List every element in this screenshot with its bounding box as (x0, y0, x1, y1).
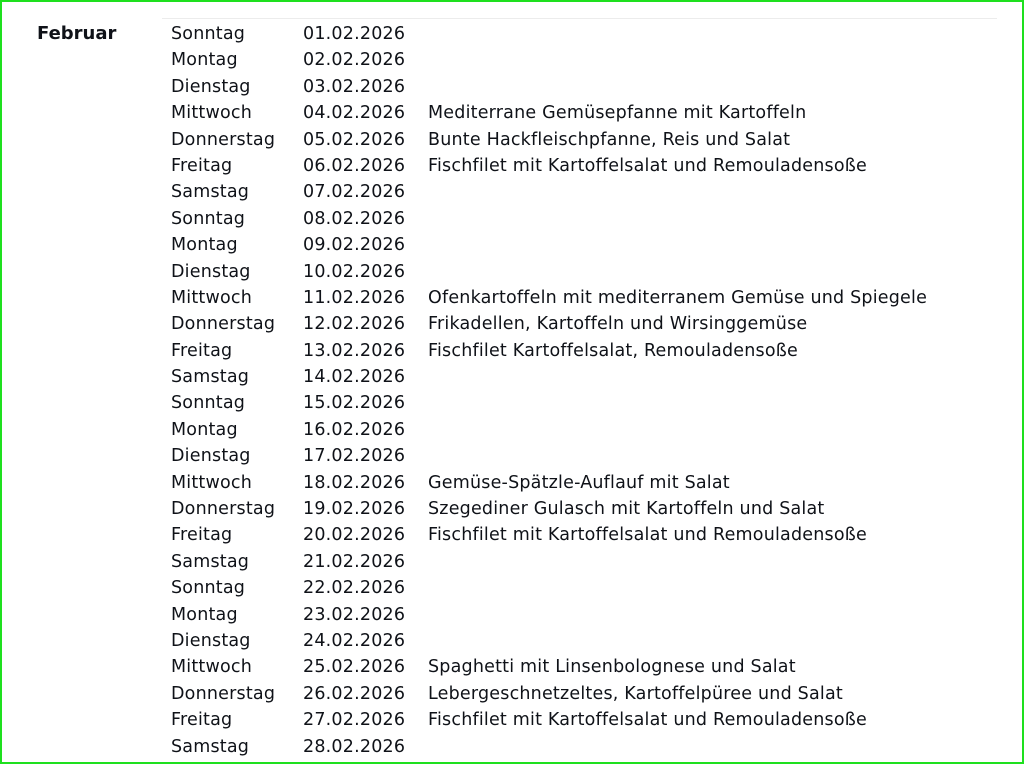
table-row (2, 471, 1024, 497)
table-row (2, 655, 1024, 681)
date-cell: 25.02.2026 (303, 657, 406, 678)
table-row (2, 523, 1024, 549)
menu-table (2, 22, 1024, 762)
table-row (2, 233, 1024, 259)
date-cell: 13.02.2026 (303, 340, 406, 361)
weekday-cell: Freitag (171, 340, 233, 361)
weekday-cell: Dienstag (171, 630, 251, 651)
table-row (2, 603, 1024, 629)
table-row (2, 497, 1024, 523)
weekday-cell: Sonntag (171, 393, 246, 414)
date-cell: 02.02.2026 (303, 50, 406, 71)
date-cell: 03.02.2026 (303, 76, 406, 97)
weekday-cell: Montag (171, 419, 238, 440)
meal-cell: Ofenkartoffeln mit mediterranem Gemüse und Spiegele (428, 287, 928, 308)
table-row (2, 312, 1024, 338)
date-cell: 01.02.2026 (303, 24, 406, 44)
table-row (2, 708, 1024, 734)
date-cell: 27.02.2026 (303, 710, 406, 731)
weekday-cell: Montag (171, 50, 238, 71)
table-row (2, 154, 1024, 180)
date-cell: 23.02.2026 (303, 604, 406, 625)
date-cell: 08.02.2026 (303, 208, 406, 229)
table-row (2, 735, 1024, 761)
date-cell: 12.02.2026 (303, 314, 406, 335)
date-cell: 15.02.2026 (303, 393, 406, 414)
table-row (2, 22, 1024, 48)
weekday-cell: Mittwoch (171, 103, 253, 124)
weekday-cell: Dienstag (171, 446, 251, 467)
date-cell: 07.02.2026 (303, 182, 406, 203)
table-row (2, 207, 1024, 233)
meal-cell: Spaghetti mit Linsenbolognese und Salat (428, 657, 796, 678)
date-cell: 22.02.2026 (303, 578, 406, 599)
weekday-cell: Dienstag (171, 76, 251, 97)
table-row (2, 629, 1024, 655)
meal-cell: Mediterrane Gemüsepfanne mit Kartoffeln (428, 103, 807, 124)
table-row (2, 418, 1024, 444)
weekday-cell: Samstag (171, 367, 250, 388)
table-row (2, 286, 1024, 312)
weekday-cell: Sonntag (171, 578, 246, 599)
weekday-cell: Donnerstag (171, 129, 276, 150)
date-cell: 17.02.2026 (303, 446, 406, 467)
weekday-cell: Dienstag (171, 261, 251, 282)
table-row (2, 576, 1024, 602)
weekday-cell: Samstag (171, 736, 250, 757)
table-row (2, 48, 1024, 74)
table-row (2, 391, 1024, 417)
meal-cell: Szegediner Gulasch mit Kartoffeln und Salat (428, 499, 825, 520)
date-cell: 14.02.2026 (303, 367, 406, 388)
weekday-cell: Montag (171, 235, 238, 256)
date-cell: 11.02.2026 (303, 287, 406, 308)
table-row (2, 682, 1024, 708)
date-cell: 19.02.2026 (303, 499, 406, 520)
date-cell: 16.02.2026 (303, 419, 406, 440)
meal-cell: Fischfilet mit Kartoffelsalat und Remouladensoße (428, 710, 867, 731)
meal-cell: Bunte Hackfleischpfanne, Reis und Salat (428, 129, 791, 150)
table-row (2, 260, 1024, 286)
date-cell: 26.02.2026 (303, 683, 406, 704)
date-cell: 10.02.2026 (303, 261, 406, 282)
weekday-cell: Freitag (171, 525, 233, 546)
date-cell: 05.02.2026 (303, 129, 406, 150)
weekday-cell: Montag (171, 604, 238, 625)
weekday-cell: Mittwoch (171, 287, 253, 308)
weekday-cell: Freitag (171, 155, 233, 176)
table-row (2, 339, 1024, 365)
table-row (2, 444, 1024, 470)
meal-cell: Fischfilet mit Kartoffelsalat und Remouladensoße (428, 525, 867, 546)
date-cell: 20.02.2026 (303, 525, 406, 546)
weekday-cell: Donnerstag (171, 314, 276, 335)
meal-cell: Frikadellen, Kartoffeln und Wirsinggemüse (428, 314, 808, 335)
date-cell: 04.02.2026 (303, 103, 406, 124)
weekday-cell: Freitag (171, 710, 233, 731)
date-cell: 21.02.2026 (303, 551, 406, 572)
table-row (2, 180, 1024, 206)
weekday-cell: Mittwoch (171, 472, 253, 493)
weekday-cell: Mittwoch (171, 657, 253, 678)
meal-cell: Fischfilet mit Kartoffelsalat und Remouladensoße (428, 155, 867, 176)
weekday-cell: Samstag (171, 182, 250, 203)
weekday-cell: Samstag (171, 551, 250, 572)
meal-cell: Lebergeschnetzeltes, Kartoffelpüree und Salat (428, 683, 843, 704)
date-cell: 09.02.2026 (303, 235, 406, 256)
date-cell: 18.02.2026 (303, 472, 406, 493)
top-divider (162, 18, 997, 19)
table-row (2, 128, 1024, 154)
table-row (2, 365, 1024, 391)
month-label: Februar (37, 23, 117, 44)
meal-cell: Fischfilet Kartoffelsalat, Remouladensoße (428, 340, 798, 361)
weekday-cell: Sonntag (171, 208, 246, 229)
weekday-cell: Sonntag (171, 24, 246, 44)
table-row (2, 101, 1024, 127)
table-row (2, 550, 1024, 576)
date-cell: 28.02.2026 (303, 736, 406, 757)
date-cell: 24.02.2026 (303, 630, 406, 651)
date-cell: 06.02.2026 (303, 155, 406, 176)
meal-cell: Gemüse-Spätzle-Auflauf mit Salat (428, 472, 730, 493)
weekday-cell: Donnerstag (171, 499, 276, 520)
table-row (2, 75, 1024, 101)
weekday-cell: Donnerstag (171, 683, 276, 704)
